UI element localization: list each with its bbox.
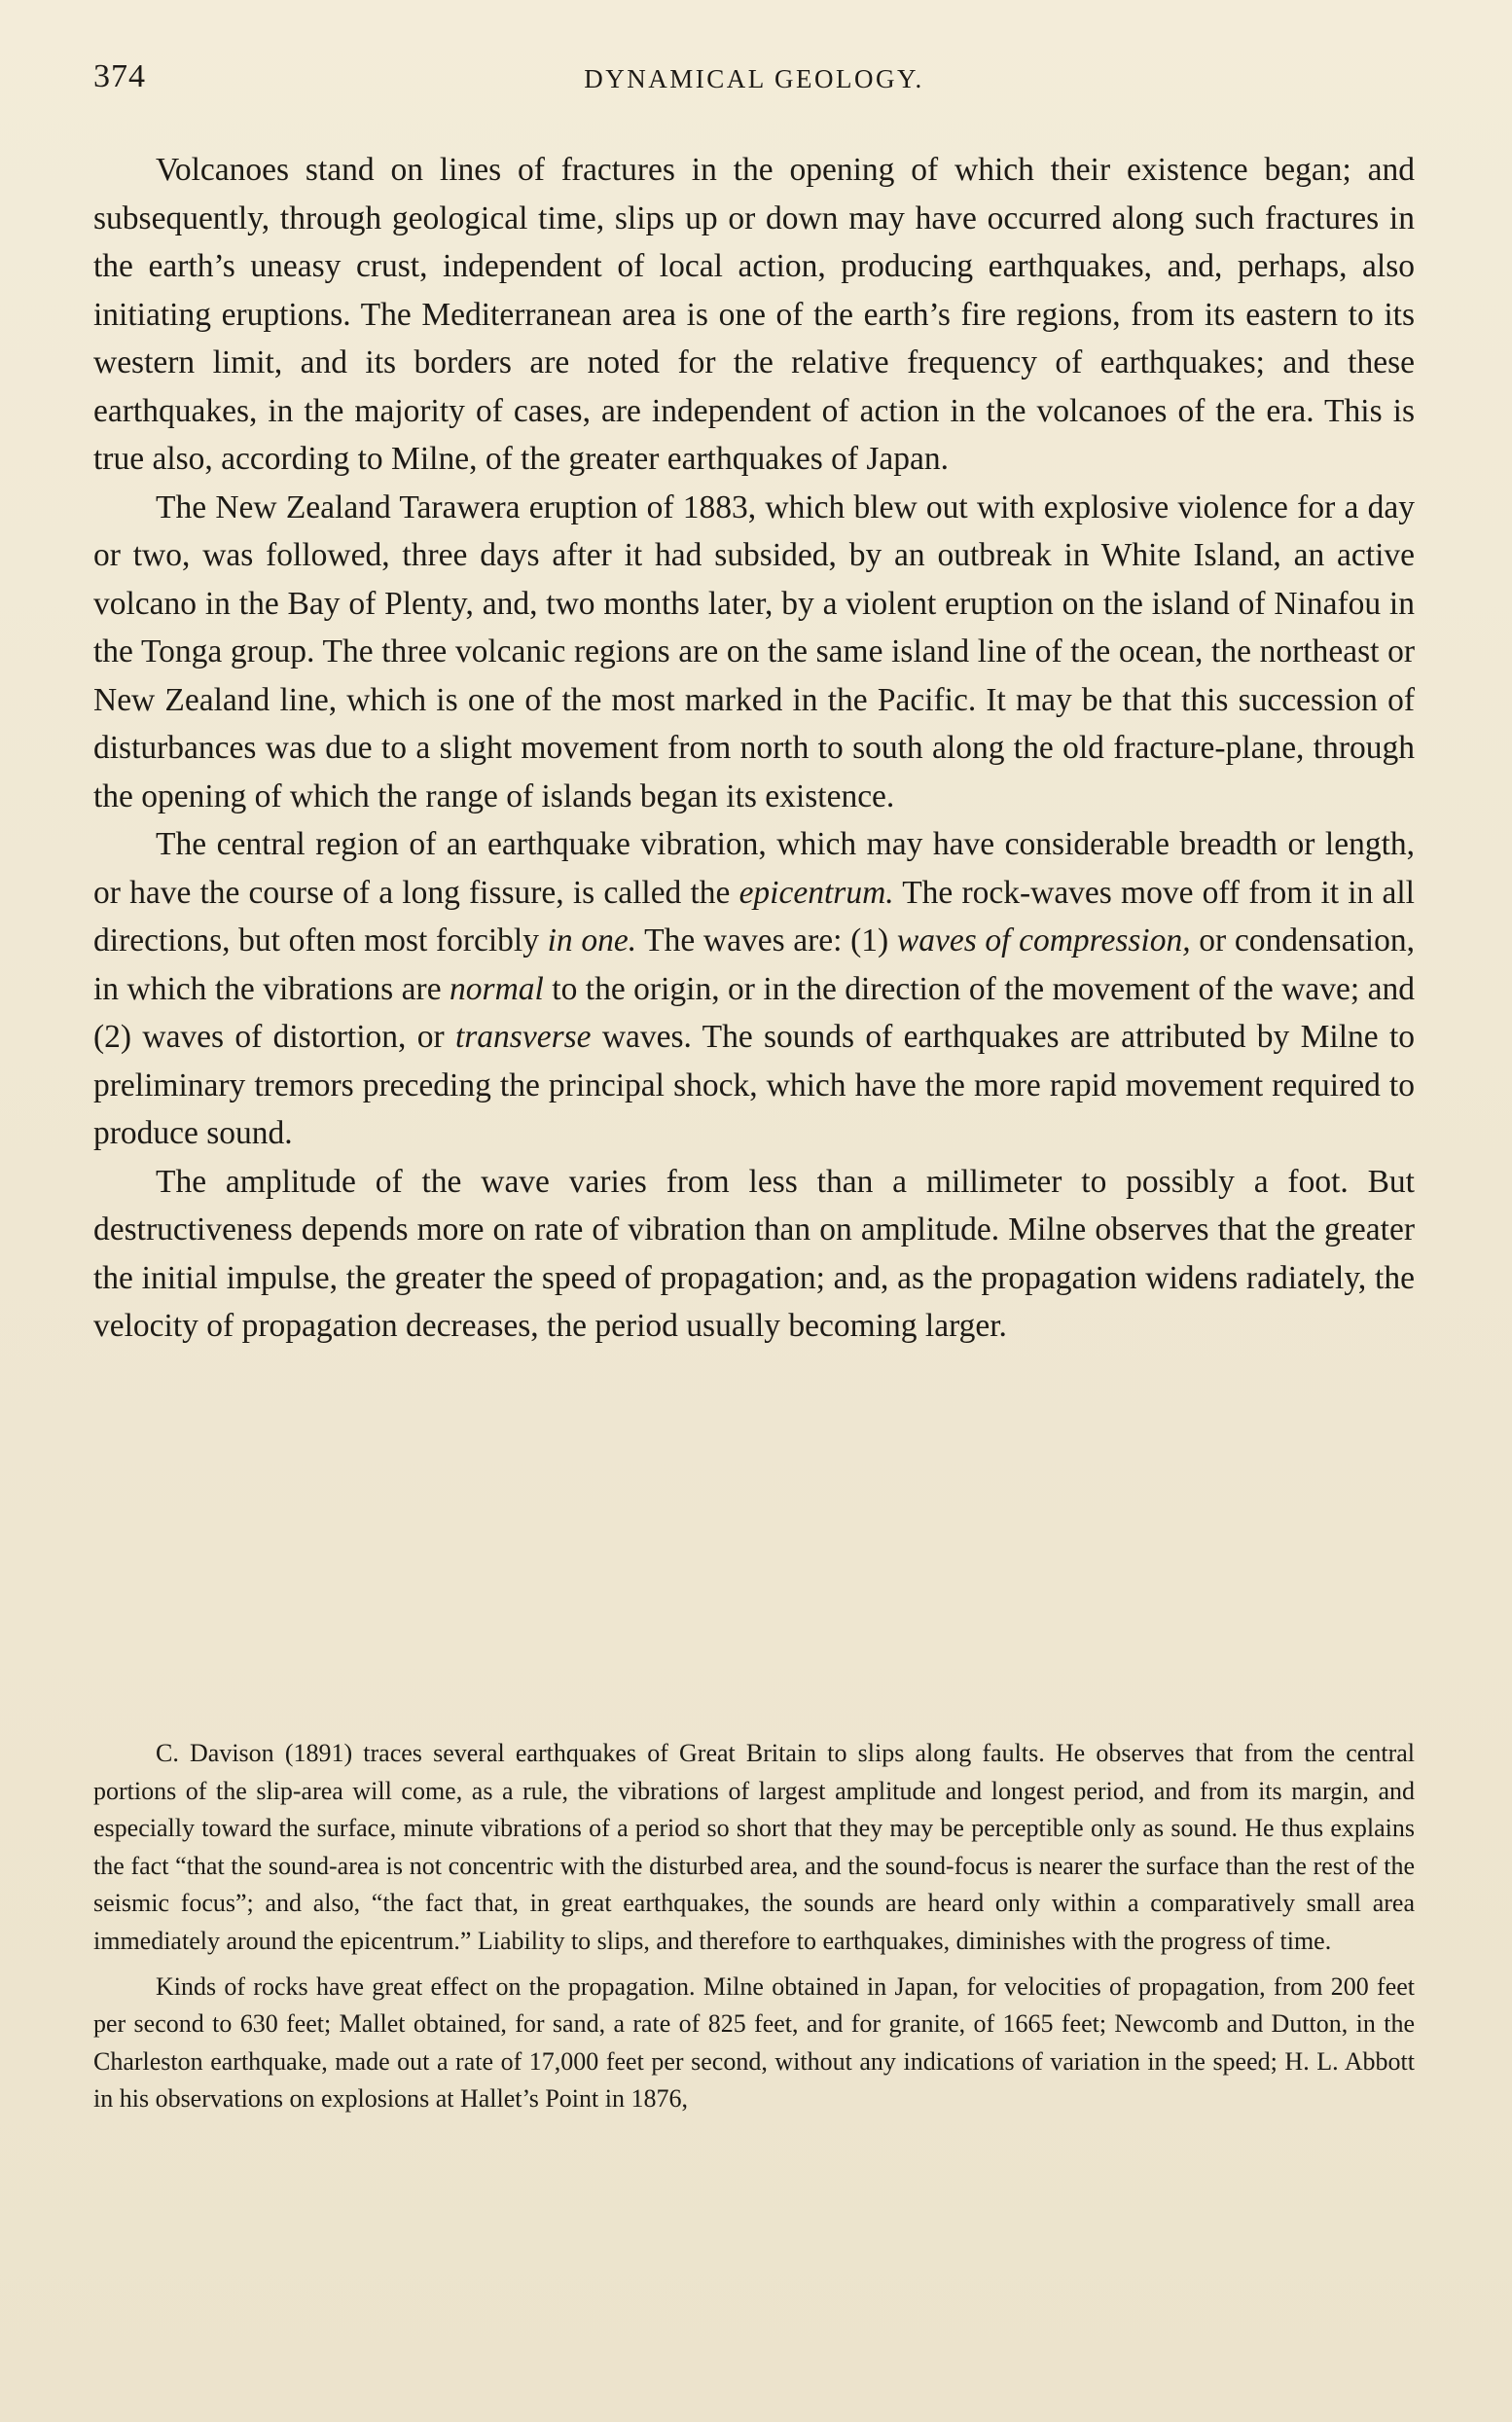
text-run: The waves are: (1): [636, 922, 897, 958]
text-run: to the origin, or in the direction of the movement of the wave; and (2) waves of distortion, or: [93, 970, 1416, 1055]
small-print-notes: [93, 1735, 1415, 2118]
body-text: [93, 146, 1415, 1351]
text-run: or condensation, in which the vibrations are: [93, 922, 1415, 1007]
text-run: The rock-waves move off from it in all directions, but often most forcibly: [93, 874, 1415, 958]
running-title: DYNAMICAL GEOLOGY.: [584, 64, 924, 93]
term-normal: normal: [450, 970, 544, 1007]
paragraph-tarawera-eruption: The New Zealand Tarawera eruption of 1883, which blew out with explosive violence for a day or two, was followed, three days after it had subsided, by an outbreak in White Island, an active volcano in the Bay of Plenty, and, two months later, by a violent eruption on the island of Ninafou in the Tonga group. The three volcanic regions are on the same island line of the ocean, the northeast or New Zealand line, which is one of the most marked in the Pacific. It may be that this succession of disturbances was due to a slight movement from north to south along the old fracture-plane, through the opening of which the range of islands began its existence.: [93, 488, 1415, 814]
paragraph-amplitude: The amplitude of the wave varies from less than a millimeter to possibly a foot. But destructiveness depends more on rate of vibration than on amplitude. Milne observes that the greater the initial impulse, the greater the speed of propagation; and, as the propagation widens radiately, the velocity of propagation decreases, the period usually becoming larger.: [93, 1163, 1415, 1344]
term-in-one: in one.: [547, 922, 637, 958]
note-kinds-of-rocks: Kinds of rocks have great effect on the propagation. Milne obtained in Japan, for velocities of propagation, from 200 feet per second to 630 feet; Mallet obtained, for sand, a rate of 825 feet, and for granite, of 1665 feet; Newcomb and Dutton, in the Charleston earthquake, made out a rate of 17,000 feet per second, without any indications of variation in the speed; H. L. Abbott in his observations on explosions at Hallet’s Point in 1876,: [93, 1971, 1415, 2114]
text-run: waves. The sounds of earthquakes are attributed by Milne to preliminary tremors preceding the principal shock, which have the more rapid movement required to produce sound.: [93, 1019, 1415, 1151]
note-davison: C. Davison (1891) traces several earthquakes of Great Britain to slips along faults. He observes that from the central portions of the slip-area will come, as a rule, the vibrations of largest amplitude and longest period, and from its margin, and especially toward the surface, minute vibrations of a period so short that they may be perceptible only as sound. He thus explains the fact “that the sound-area is not concentric with the disturbed area, and the sound-focus is nearer the surface than the rest of the seismic focus”; and also, “the fact that, in great earthquakes, the sounds are heard only within a comparatively small area immediately around the epicentrum.” Liability to slips, and therefore to earthquakes, diminishes with the progress of time.: [93, 1739, 1415, 1955]
text-run: The central region of an earthquake vibration, which may have considerable breadth or length, or have the course of a long fissure, is called the: [93, 826, 1415, 911]
running-head: [93, 58, 1415, 117]
term-transverse: transverse: [454, 1019, 592, 1055]
term-epicentrum: epicentrum.: [738, 874, 894, 911]
term-waves-of-compression: waves of compression,: [896, 922, 1191, 958]
page-number: 374: [93, 58, 146, 94]
paragraph-epicentrum: [93, 820, 1415, 1158]
paragraph-volcanoes-fractures: Volcanoes stand on lines of fractures in the opening of which their existence began; and subsequently, through geological time, slips up or down may have occurred along such fractures in the earth’s uneasy crust, independent of local action, producing earthquakes, and, perhaps, also initiating eruptions. The Mediterranean area is one of the earth’s fire regions, from its eastern to its western limit, and its borders are noted for the relative frequency of earthquakes; and these earthquakes, in the majority of cases, are independent of action in the volcanoes of the era. This is true also, according to Milne, of the greater earthquakes of Japan.: [93, 152, 1415, 477]
